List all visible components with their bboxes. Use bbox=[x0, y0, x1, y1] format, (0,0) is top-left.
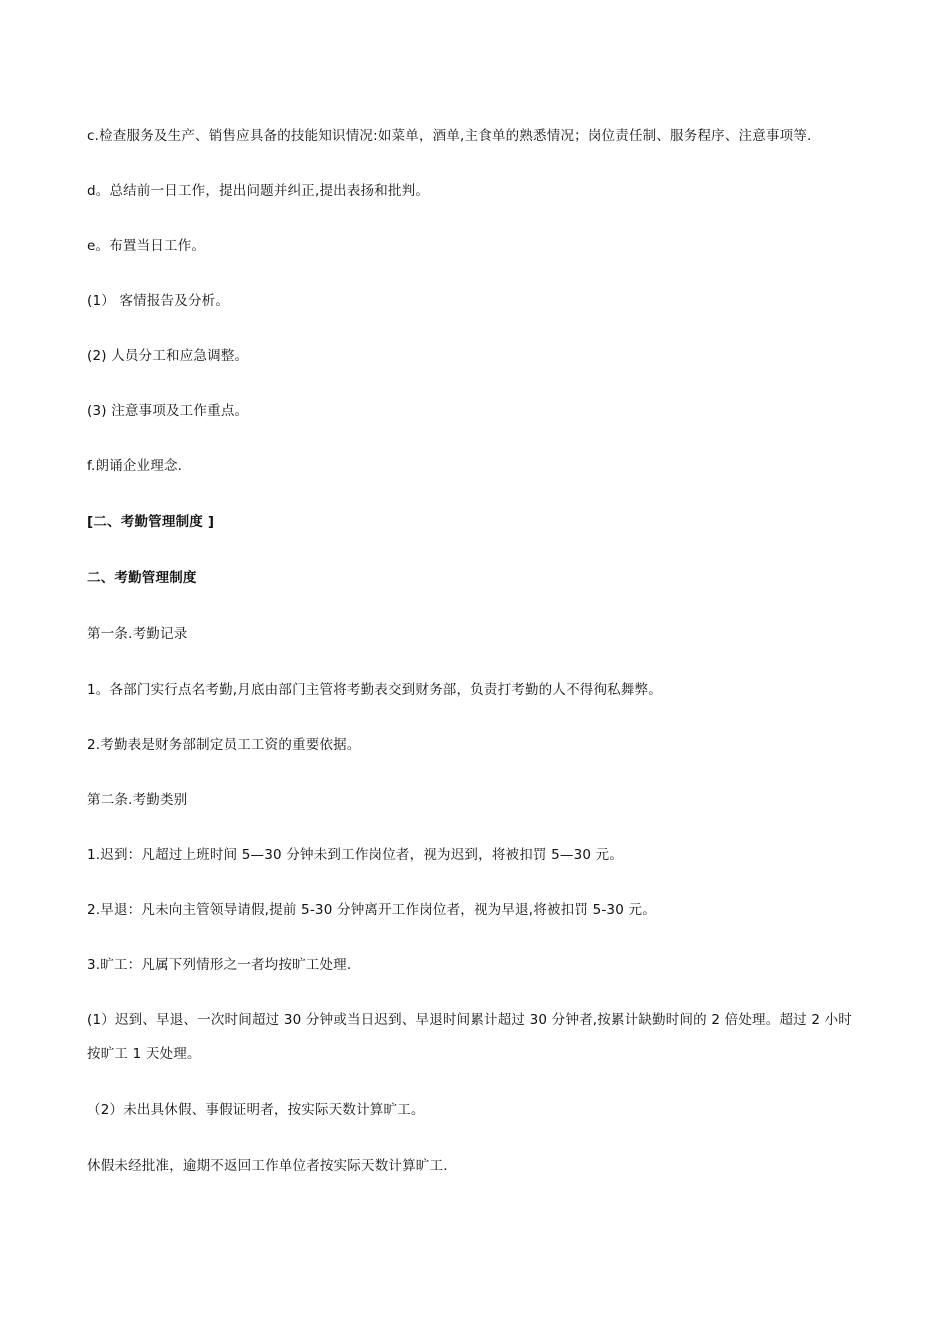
article-1-clause-1: 1。各部门实行点名考勤,月底由部门主管将考勤表交到财务部，负责打考勤的人不得徇私舞弊。 bbox=[87, 682, 662, 698]
subitem-notes-focus: (3) 注意事项及工作重点。 bbox=[87, 403, 249, 419]
subitem-staff-allocation: (2) 人员分工和应急调整。 bbox=[87, 348, 249, 364]
item-f-recite-philosophy: f.朗诵企业理念. bbox=[87, 458, 183, 474]
absence-rule-1-cont: 按旷工 1 天处理。 bbox=[87, 1046, 201, 1062]
article-1-clause-2: 2.考勤表是财务部制定员工工资的重要依据。 bbox=[87, 737, 361, 753]
article-2-early-leave: 2.早退：凡未向主管领导请假,提前 5-30 分钟离开工作岗位者，视为早退,将被扣罚 5-30 元。 bbox=[87, 902, 656, 918]
subitem-guest-report: (1） 客情报告及分析。 bbox=[87, 293, 230, 309]
section-heading-bracketed: [二、考勤管理制度 ] bbox=[87, 514, 215, 530]
article-2-late: 1.迟到：凡超过上班时间 5—30 分钟未到工作岗位者，视为迟到，将被扣罚 5—30 元。 bbox=[87, 847, 624, 863]
section-heading: 二、考勤管理制度 bbox=[87, 570, 197, 586]
article-1-title: 第一条.考勤记录 bbox=[87, 626, 188, 642]
item-e-arrange-work: e。布置当日工作。 bbox=[87, 238, 206, 254]
article-2-absence: 3.旷工：凡属下列情形之一者均按旷工处理. bbox=[87, 957, 352, 973]
article-2-title: 第二条.考勤类别 bbox=[87, 792, 188, 808]
absence-rule-3: 休假未经批准，逾期不返回工作单位者按实际天数计算旷工. bbox=[87, 1158, 448, 1174]
item-c-skill-check: c.检查服务及生产、销售应具备的技能知识情况:如菜单，酒单,主食单的熟悉情况；岗位责任制、服务程序、注意事项等. bbox=[87, 128, 812, 144]
absence-rule-1: (1）迟到、早退、一次时间超过 30 分钟或当日迟到、早退时间累计超过 30 分钟者,按累计缺勤时间的 2 倍处理。超过 2 小时 bbox=[87, 1012, 853, 1028]
item-d-summary: d。总结前一日工作，提出问题并纠正,提出表扬和批判。 bbox=[87, 183, 430, 199]
absence-rule-2: （2）未出具休假、事假证明者，按实际天数计算旷工。 bbox=[87, 1102, 425, 1118]
